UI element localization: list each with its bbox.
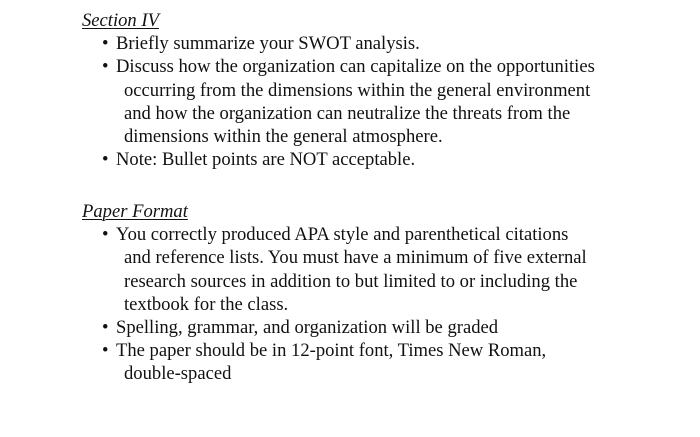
bullet-icon: • [102,149,109,171]
bullet-icon: • [102,224,109,246]
bullet-icon: • [102,317,109,339]
section-iv-heading: Section IV [82,10,159,31]
list-item: • The paper should be in 12-point font, Times New Roman, double-spaced [102,340,547,385]
list-item: • Note: Bullet points are NOT acceptable. [102,149,416,171]
section-iv-list [82,32,642,171]
list-item: • Briefly summarize your SWOT analysis. [102,33,420,55]
bullet-icon: • [102,340,109,362]
paper-format-section [82,200,642,386]
bullet-icon: • [102,33,109,55]
list-item: • You correctly produced APA style and parenthetical citations and reference lists. You must have a minimum of five external research sources in addition to but limited to or including the textbook for the class. [102,224,587,315]
list-item: • Discuss how the organization can capitalize on the opportunities occurring from the dimensions within the general environment and how the organization can neutralize the threats from the dimensions within the general atmosphere. [102,56,595,148]
section-iv [82,9,642,171]
bullet-icon: • [102,56,109,78]
paper-format-heading: Paper Format [82,201,188,222]
paper-format-list [82,223,642,385]
list-item: • Spelling, grammar, and organization will be graded [102,317,499,339]
